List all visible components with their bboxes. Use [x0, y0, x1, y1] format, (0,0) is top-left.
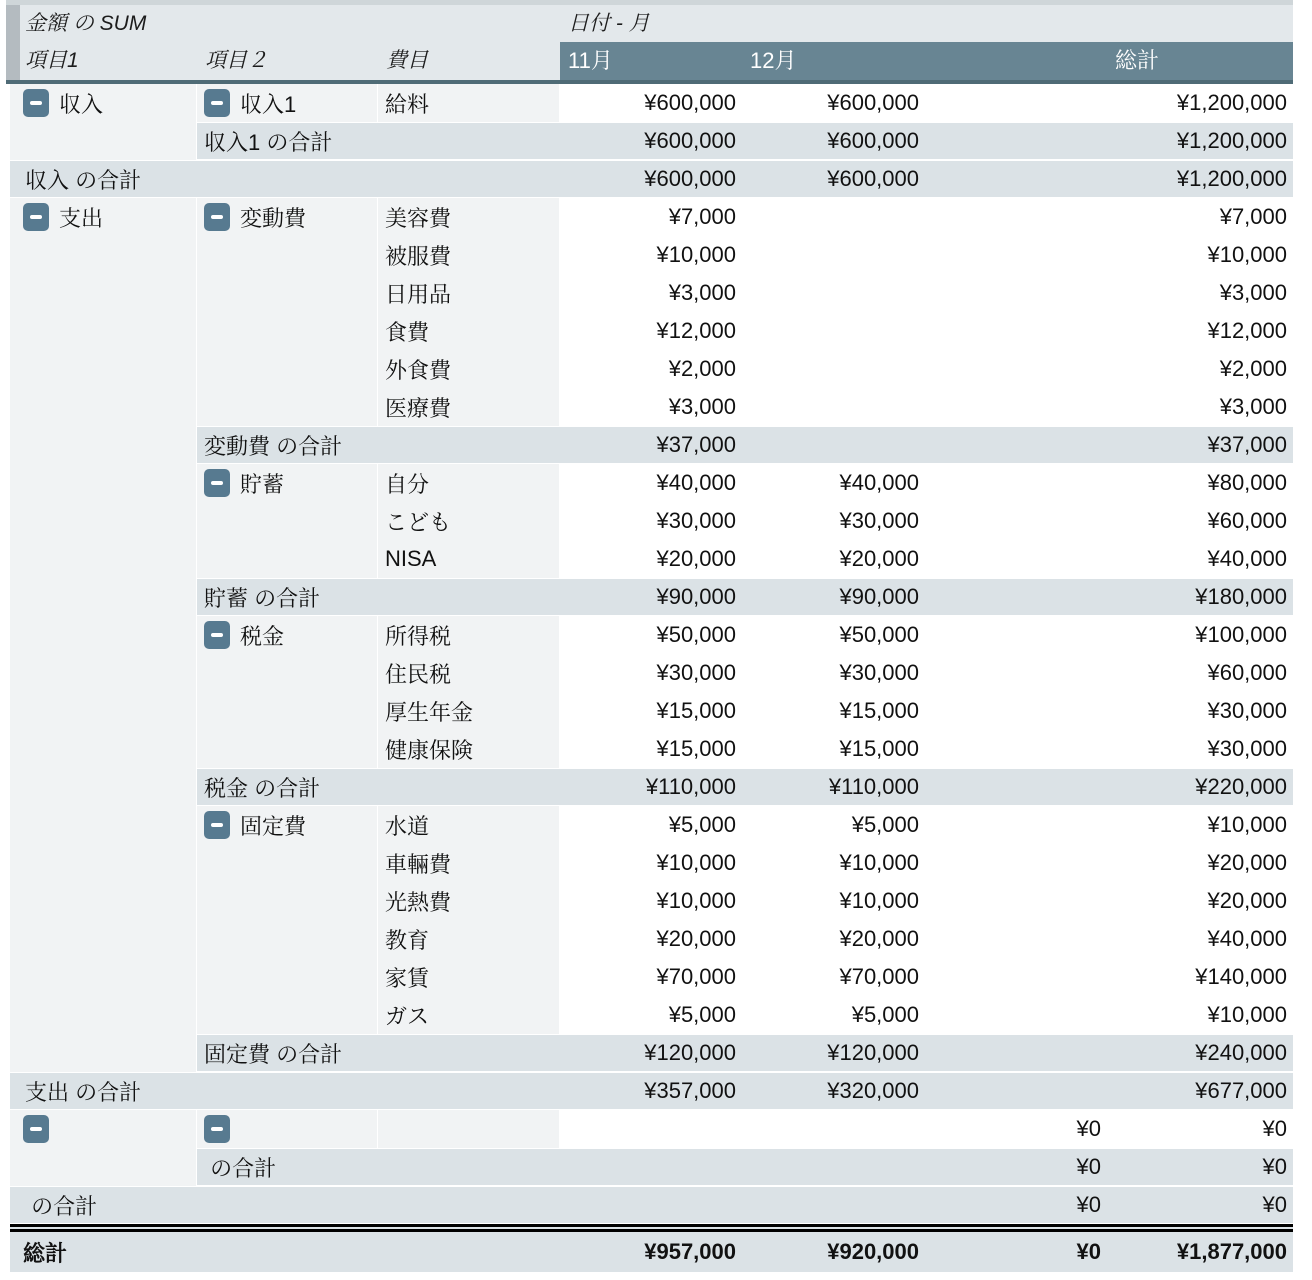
value-cell: ¥7,000	[1107, 198, 1293, 236]
item1-cell	[10, 1034, 197, 1072]
pivot-item-row	[10, 996, 1293, 1034]
pivot-item-row	[10, 920, 1293, 958]
value-cell: ¥0	[1076, 1154, 1101, 1179]
value-cell: ¥10,000	[742, 844, 925, 882]
item1-cell	[10, 426, 197, 464]
pivot-item-row	[10, 692, 1293, 730]
value-cell: ¥3,000	[560, 274, 742, 312]
value-cell: ¥957,000	[644, 1239, 736, 1264]
item1-cell	[10, 654, 197, 692]
value-cell: ¥50,000	[560, 616, 742, 654]
row-label: 固定費	[240, 813, 307, 839]
value-cell: ¥10,000	[1107, 236, 1293, 274]
pivot-item-row	[10, 236, 1293, 274]
value-cell	[925, 579, 1107, 615]
pivot-subtotal-row	[10, 1034, 1293, 1072]
row-label: 貯蓄	[240, 471, 285, 497]
value-cell	[742, 236, 925, 274]
collapse-minus-button[interactable]	[23, 1115, 49, 1143]
column-header-nov: 11月	[568, 48, 613, 73]
value-cell: ¥70,000	[742, 958, 925, 996]
value-cell: ¥10,000	[742, 882, 925, 920]
value-cell	[925, 730, 1107, 768]
expense-item-cell: NISA	[378, 540, 560, 578]
value-cell: ¥40,000	[560, 464, 742, 502]
expense-item-cell: 光熱費	[378, 882, 560, 920]
value-cell: ¥600,000	[742, 84, 925, 122]
collapse-minus-button[interactable]	[204, 811, 230, 839]
value-cell: ¥5,000	[742, 806, 925, 844]
pivot-item-row	[10, 540, 1293, 578]
item1-cell	[10, 236, 197, 274]
value-cell	[925, 388, 1107, 426]
value-cell: ¥600,000	[644, 128, 736, 153]
date-group-label: 日付 - 月	[568, 12, 650, 35]
subtotal-label: 収入 の合計	[25, 167, 142, 193]
subtotal-label: の合計	[25, 1193, 98, 1219]
value-cell: ¥80,000	[1107, 464, 1293, 502]
value-cell	[742, 427, 925, 463]
item1-cell	[10, 806, 197, 844]
item1-cell	[10, 578, 197, 616]
value-cell	[925, 996, 1107, 1034]
value-cell	[560, 1149, 742, 1185]
pivot-item-row	[10, 616, 1293, 654]
expense-item-cell: 自分	[378, 464, 560, 502]
value-cell	[742, 1187, 925, 1223]
value-cell: ¥120,000	[827, 1040, 919, 1065]
item2-cell	[197, 920, 378, 958]
subtotal-band	[197, 1148, 1293, 1186]
value-cell: ¥30,000	[560, 654, 742, 692]
collapse-minus-button[interactable]	[23, 89, 49, 117]
item2-cell	[197, 84, 378, 122]
column-header-blank	[925, 42, 1107, 80]
collapse-minus-button[interactable]	[204, 621, 230, 649]
value-cell: ¥30,000	[742, 654, 925, 692]
value-cell: ¥0	[1262, 1154, 1287, 1179]
item2-cell	[197, 236, 378, 274]
item1-cell	[10, 882, 197, 920]
subtotal-label: 税金 の合計	[204, 775, 321, 801]
value-cell	[560, 1187, 742, 1223]
pivot-item-row	[10, 502, 1293, 540]
value-cell	[925, 350, 1107, 388]
subtotal-band	[197, 768, 1293, 806]
item2-cell	[197, 502, 378, 540]
value-cell	[925, 123, 1107, 159]
value-cell: ¥100,000	[1107, 616, 1293, 654]
value-cell: ¥0	[1076, 1192, 1101, 1217]
value-cell: ¥90,000	[656, 584, 736, 609]
item1-cell	[10, 274, 197, 312]
item1-cell	[10, 844, 197, 882]
pivot-subtotal-row	[10, 122, 1293, 160]
pivot-item-row	[10, 312, 1293, 350]
item1-cell	[10, 730, 197, 768]
column-header-dec: 12月	[750, 48, 797, 73]
value-cell: ¥220,000	[1195, 774, 1287, 799]
value-cell: ¥10,000	[560, 844, 742, 882]
item1-cell	[10, 1148, 197, 1186]
item2-cell	[197, 654, 378, 692]
value-cell	[742, 388, 925, 426]
expense-item-cell: 被服費	[378, 236, 560, 274]
value-cell	[742, 274, 925, 312]
subtotal-label: の合計	[204, 1155, 277, 1181]
pivot-subtotal-row	[10, 1072, 1293, 1110]
pivot-item-row	[10, 350, 1293, 388]
expense-item-cell: 教育	[378, 920, 560, 958]
expense-item-cell: 厚生年金	[378, 692, 560, 730]
value-cell: ¥10,000	[1107, 806, 1293, 844]
value-cell	[925, 236, 1107, 274]
value-cell: ¥120,000	[644, 1040, 736, 1065]
value-cell: ¥600,000	[827, 166, 919, 191]
value-cell	[925, 427, 1107, 463]
row-field-label-2: 項目２	[205, 49, 268, 72]
value-cell: ¥15,000	[560, 692, 742, 730]
value-cell: ¥1,877,000	[1176, 1239, 1287, 1264]
item2-cell	[197, 844, 378, 882]
value-cell: ¥320,000	[827, 1078, 919, 1103]
expense-item-cell: 日用品	[378, 274, 560, 312]
pivot-item-row	[10, 844, 1293, 882]
item2-cell	[197, 882, 378, 920]
value-cell	[560, 1110, 742, 1148]
value-cell: ¥12,000	[1107, 312, 1293, 350]
value-cell	[925, 161, 1107, 197]
pivot-item-row	[10, 274, 1293, 312]
pivot-item-row	[10, 84, 1293, 122]
value-cell: ¥40,000	[742, 464, 925, 502]
value-cell: ¥20,000	[1107, 882, 1293, 920]
value-cell: ¥1,200,000	[1176, 128, 1287, 153]
value-cell: ¥0	[1262, 1192, 1287, 1217]
item1-cell	[10, 616, 197, 654]
subtotal-band	[197, 426, 1293, 464]
value-cell: ¥40,000	[1107, 540, 1293, 578]
value-cell	[742, 350, 925, 388]
value-cell: ¥40,000	[1107, 920, 1293, 958]
item2-cell	[197, 350, 378, 388]
value-cell	[925, 1073, 1107, 1109]
value-cell	[742, 312, 925, 350]
expense-item-cell	[378, 1110, 560, 1148]
item1-cell	[10, 84, 197, 122]
value-cell: ¥20,000	[560, 920, 742, 958]
item1-cell	[10, 350, 197, 388]
value-cell	[925, 1035, 1107, 1071]
value-cell: ¥2,000	[560, 350, 742, 388]
item1-cell	[10, 958, 197, 996]
pivot-item-row	[10, 806, 1293, 844]
value-cell	[925, 844, 1107, 882]
pivot-item-row	[10, 958, 1293, 996]
collapse-minus-button[interactable]	[204, 89, 230, 117]
item1-cell	[10, 692, 197, 730]
value-cell: ¥110,000	[645, 774, 736, 799]
item2-cell	[197, 274, 378, 312]
item1-cell	[10, 768, 197, 806]
row-label: 収入1	[240, 91, 297, 117]
value-cell	[925, 84, 1107, 122]
subtotal-label: 収入1 の合計	[204, 129, 333, 155]
expense-item-cell: 食費	[378, 312, 560, 350]
expense-item-cell: こども	[378, 502, 560, 540]
value-cell: ¥15,000	[742, 730, 925, 768]
collapse-minus-button[interactable]	[204, 469, 230, 497]
value-cell: ¥2,000	[1107, 350, 1293, 388]
item2-cell	[197, 312, 378, 350]
item1-cell	[10, 920, 197, 958]
row-label: 支出	[59, 205, 104, 231]
pivot-item-row	[10, 388, 1293, 426]
subtotal-label: 変動費 の合計	[204, 433, 343, 459]
value-cell	[925, 882, 1107, 920]
expense-item-cell: 所得税	[378, 616, 560, 654]
value-cell: ¥677,000	[1195, 1078, 1287, 1103]
expense-item-cell: 健康保険	[378, 730, 560, 768]
pivot-grand-total-row	[10, 1224, 1293, 1272]
subtotal-band	[10, 1186, 1293, 1224]
pivot-subtotal-row	[10, 1148, 1293, 1186]
expense-item-cell: 医療費	[378, 388, 560, 426]
value-cell: ¥20,000	[1107, 844, 1293, 882]
item1-cell	[10, 996, 197, 1034]
value-cell: ¥30,000	[1107, 730, 1293, 768]
value-cell: ¥0	[925, 1110, 1107, 1148]
value-cell	[742, 1110, 925, 1148]
value-cell: ¥140,000	[1107, 958, 1293, 996]
value-cell	[925, 806, 1107, 844]
value-cell: ¥5,000	[560, 806, 742, 844]
value-cell: ¥20,000	[560, 540, 742, 578]
item1-cell	[10, 388, 197, 426]
value-cell: ¥70,000	[560, 958, 742, 996]
value-cell	[925, 920, 1107, 958]
value-cell: ¥30,000	[1107, 692, 1293, 730]
item2-cell	[197, 806, 378, 844]
value-cell	[925, 692, 1107, 730]
value-cell: ¥15,000	[742, 692, 925, 730]
item1-cell	[10, 122, 197, 160]
row-field-label-1: 項目1	[25, 49, 79, 72]
value-cell: ¥90,000	[839, 584, 919, 609]
value-cell: ¥600,000	[827, 128, 919, 153]
pivot-subtotal-row	[10, 426, 1293, 464]
expense-item-cell: 水道	[378, 806, 560, 844]
subtotal-band	[197, 578, 1293, 616]
item1-cell	[10, 464, 197, 502]
value-cell: ¥0	[1076, 1239, 1101, 1264]
value-cell: ¥30,000	[560, 502, 742, 540]
expense-item-cell: 給料	[378, 84, 560, 122]
pivot-item-row	[10, 464, 1293, 502]
pivot-subtotal-row	[10, 160, 1293, 198]
pivot-rows	[10, 84, 1293, 1272]
value-cell: ¥180,000	[1195, 584, 1287, 609]
item2-cell	[197, 1110, 378, 1148]
subtotal-band	[197, 122, 1293, 160]
column-header-grand-total: 総計	[1115, 48, 1160, 73]
value-cell: ¥240,000	[1195, 1040, 1287, 1065]
item2-cell	[197, 198, 378, 236]
value-cell: ¥37,000	[656, 432, 736, 457]
expense-item-cell: ガス	[378, 996, 560, 1034]
value-cell: ¥0	[1107, 1110, 1293, 1148]
value-cell: ¥600,000	[560, 84, 742, 122]
subtotal-label: 固定費 の合計	[204, 1041, 343, 1067]
collapse-minus-button[interactable]	[204, 1115, 230, 1143]
value-cell	[925, 464, 1107, 502]
item2-cell	[197, 692, 378, 730]
collapse-minus-button[interactable]	[23, 203, 49, 231]
value-cell: ¥5,000	[560, 996, 742, 1034]
value-cell: ¥1,200,000	[1176, 166, 1287, 191]
value-cell: ¥7,000	[560, 198, 742, 236]
value-cell: ¥20,000	[742, 920, 925, 958]
value-cell: ¥12,000	[560, 312, 742, 350]
row-label: 収入	[59, 91, 104, 117]
grand-total-label: 総計	[23, 1240, 68, 1266]
item2-cell	[197, 996, 378, 1034]
item2-cell	[197, 540, 378, 578]
expense-item-cell: 家賃	[378, 958, 560, 996]
value-cell	[925, 502, 1107, 540]
item1-cell	[10, 312, 197, 350]
item2-cell	[197, 464, 378, 502]
item2-cell	[197, 958, 378, 996]
expense-item-cell: 外食費	[378, 350, 560, 388]
expense-item-cell: 美容費	[378, 198, 560, 236]
pivot-item-row	[10, 198, 1293, 236]
item1-cell	[10, 540, 197, 578]
value-cell: ¥110,000	[828, 774, 919, 799]
grand-total-band	[10, 1224, 1293, 1272]
value-cell	[925, 769, 1107, 805]
pivot-item-row	[10, 882, 1293, 920]
value-cell: ¥357,000	[644, 1078, 736, 1103]
collapse-minus-button[interactable]	[204, 203, 230, 231]
value-cell: ¥37,000	[1207, 432, 1287, 457]
pivot-item-row	[10, 1110, 1293, 1148]
value-cell: ¥60,000	[1107, 654, 1293, 692]
row-label: 税金	[240, 623, 285, 649]
value-cell: ¥50,000	[742, 616, 925, 654]
row-field-label-3: 費目	[386, 49, 428, 72]
value-cell: ¥15,000	[560, 730, 742, 768]
value-cell	[925, 274, 1107, 312]
value-cell: ¥5,000	[742, 996, 925, 1034]
column-header-band	[560, 42, 1293, 80]
item1-cell	[10, 1110, 197, 1148]
value-cell	[925, 198, 1107, 236]
value-cell: ¥600,000	[644, 166, 736, 191]
value-cell	[925, 312, 1107, 350]
pivot-subtotal-row	[10, 578, 1293, 616]
value-cell	[925, 958, 1107, 996]
pivot-subtotal-row	[10, 768, 1293, 806]
item2-cell	[197, 388, 378, 426]
value-cell: ¥60,000	[1107, 502, 1293, 540]
item1-cell	[10, 198, 197, 236]
item1-cell	[10, 502, 197, 540]
item2-cell	[197, 730, 378, 768]
value-cell: ¥3,000	[1107, 274, 1293, 312]
pivot-item-row	[10, 654, 1293, 692]
value-cell: ¥10,000	[560, 236, 742, 274]
value-cell: ¥10,000	[1107, 996, 1293, 1034]
header-gutter	[6, 5, 20, 80]
subtotal-band	[10, 160, 1293, 198]
value-cell: ¥1,200,000	[1107, 84, 1293, 122]
subtotal-label: 貯蓄 の合計	[204, 585, 321, 611]
value-cell	[742, 1149, 925, 1185]
value-cell: ¥10,000	[560, 882, 742, 920]
measure-label: 金額 の SUM	[25, 12, 147, 35]
value-cell	[925, 616, 1107, 654]
pivot-item-row	[10, 730, 1293, 768]
value-cell: ¥3,000	[1107, 388, 1293, 426]
value-cell	[925, 540, 1107, 578]
subtotal-label: 支出 の合計	[25, 1079, 142, 1105]
value-cell	[742, 198, 925, 236]
value-cell: ¥920,000	[827, 1239, 919, 1264]
value-cell: ¥3,000	[560, 388, 742, 426]
expense-item-cell: 住民税	[378, 654, 560, 692]
item2-cell	[197, 616, 378, 654]
expense-item-cell: 車輛費	[378, 844, 560, 882]
value-cell	[925, 654, 1107, 692]
pivot-subtotal-row	[10, 1186, 1293, 1224]
value-cell: ¥20,000	[742, 540, 925, 578]
value-cell: ¥30,000	[742, 502, 925, 540]
row-label: 変動費	[240, 205, 307, 231]
subtotal-band	[10, 1072, 1293, 1110]
subtotal-band	[197, 1034, 1293, 1072]
